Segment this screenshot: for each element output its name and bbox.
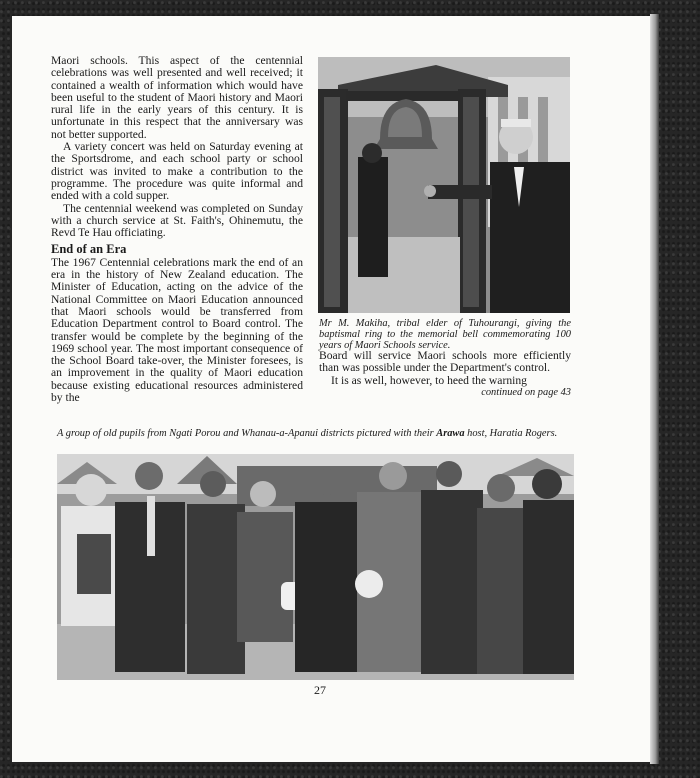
group-photo bbox=[57, 454, 574, 680]
left-column bbox=[51, 55, 303, 404]
scan-speck bbox=[10, 558, 12, 560]
paragraph: A variety concert was held on Saturday evening at the Sportsdrome, and each school party or school district was invited to make a contribution to the programme. The procedure was quite informal and ended with a cold supper. bbox=[51, 140, 303, 203]
right-column bbox=[319, 350, 571, 399]
caption-text: host, Haratia Rogers. bbox=[464, 428, 558, 439]
caption-text: A group of old pupils from Ngati Porou and Whanau-a-Apanui districts pictured with their bbox=[57, 428, 437, 439]
page-number: 27 bbox=[314, 683, 326, 697]
scan-speck bbox=[8, 268, 10, 270]
group-photo-image bbox=[57, 454, 574, 680]
paragraph: The 1967 Centennial celebrations mark the end of an era in the history of New Zealand education. The Minister of Education, acting on the advice of the National Committee on Maori Education announced that Maori schools would be transferred from Education Department control to Board control. The transfer would be complete by the beginning of the 1969 school year. The most important consequence of the School Board take-over, the Minister foresees, is an improvement in the quality of Maori education because existing educational resources administered by the bbox=[51, 255, 303, 405]
bell-photo bbox=[318, 57, 570, 313]
page-edge bbox=[650, 14, 659, 764]
paragraph: Maori schools. This aspect of the centennial celebrations was well presented and well received; it contained a wealth of information which would have been useful to the student of Maori history and Maori rural life in the early years of this century. It is unfortunate in this respect that the anniversary was not better supported. bbox=[51, 54, 303, 141]
section-heading: End of an Era bbox=[51, 242, 127, 257]
scan-speck bbox=[9, 228, 11, 230]
bell-photo-image bbox=[318, 57, 570, 313]
paragraph: It is as well, however, to heed the warning bbox=[331, 373, 527, 387]
paragraph: Board will service Maori schools more efficiently than was possible under the Department's control. bbox=[319, 349, 571, 375]
bell-photo-caption: Mr M. Makiha, tribal elder of Tuhourangi, giving the baptismal ring to the memorial bell commemorating 100 years of Maori Schools service. bbox=[319, 318, 571, 351]
group-photo-caption bbox=[57, 428, 572, 439]
scan-speck bbox=[9, 512, 11, 514]
paragraph: The centennial weekend was completed on Sunday with a church service at St. Faith's, Ohinemutu, the Revd Te Hau officiating. bbox=[51, 201, 303, 240]
caption-emphasis: Arawa bbox=[436, 428, 465, 439]
continued-note: continued on page 43 bbox=[481, 386, 571, 398]
